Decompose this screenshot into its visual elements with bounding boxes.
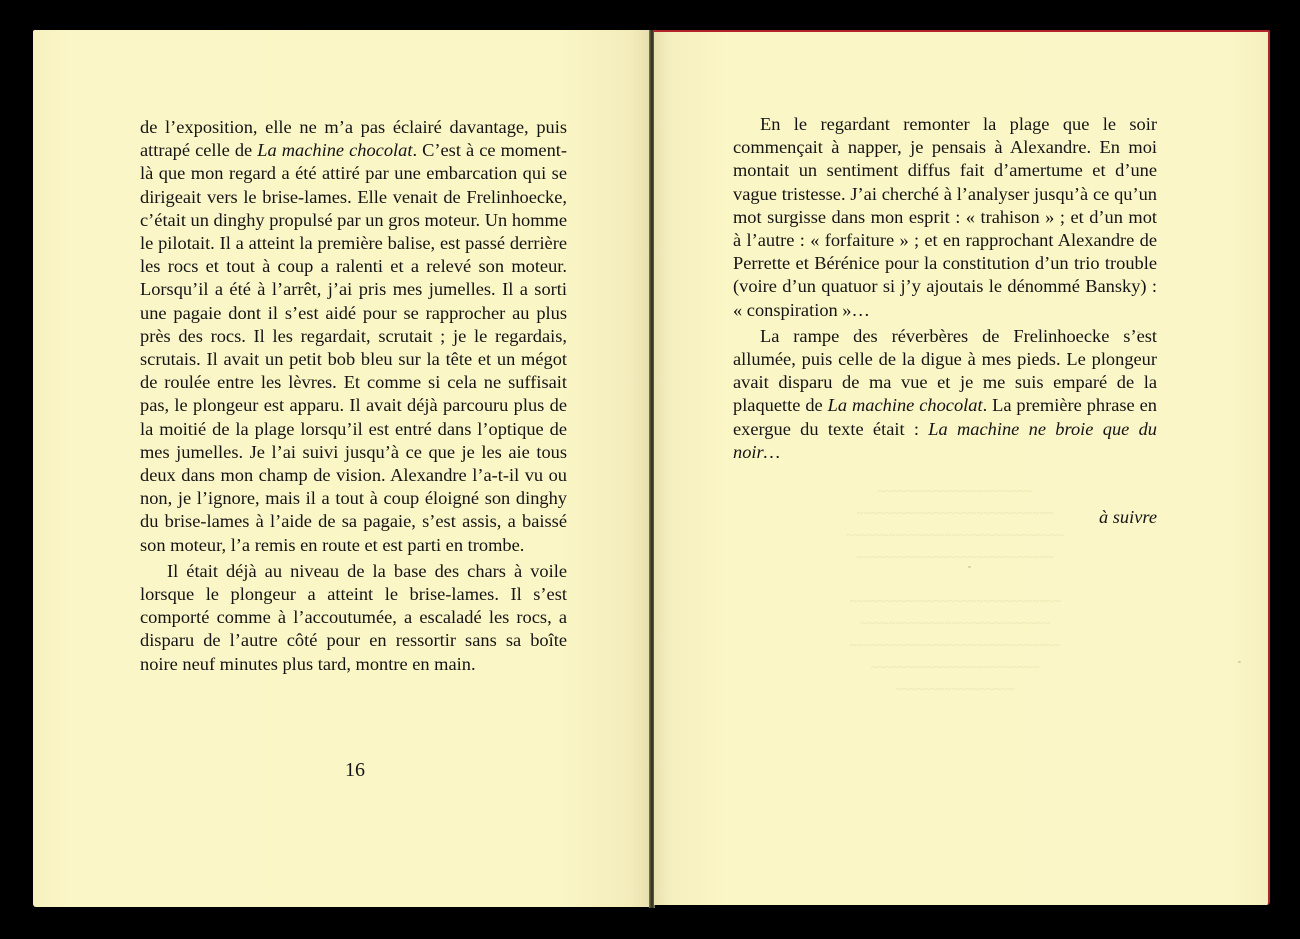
paragraph xyxy=(733,325,1157,464)
text-segment: . La première phrase en exergue du texte était : xyxy=(733,395,1157,439)
text-segment: Il était déjà au niveau de la base des chars à voile lorsque le plongeur a atteint le brise-lames. Il s’est comporté comme à l’accoutumée, a escaladé les rocs, a disparu de l’autre côté pour en ressortir sans sa boîte noire neuf minutes plus tard, montre en main. xyxy=(140,560,567,674)
left-page-body-text xyxy=(140,116,567,676)
right-page-body-text xyxy=(733,113,1157,464)
text-segment: La rampe des réverbères de Frelinhoecke s’est allumée, puis celle de la digue à mes pieds. Le plongeur avait disparu de ma vue et je me suis emparé de la plaquette de xyxy=(733,325,1157,416)
paper-speck xyxy=(1238,661,1241,663)
italic-text: La machine chocolat xyxy=(257,140,413,161)
italic-text: La machine chocolat xyxy=(827,395,983,416)
to-be-continued-label: à suivre xyxy=(1098,507,1157,527)
paragraph xyxy=(140,116,567,557)
text-segment: En le regardant remonter la plage que le soir commençait à napper, je pensais à Alexandre. En moi montait un sentiment diffus fait d’amertume et d’une vague tristesse. J’ai cherché à l’analyser jusqu’à ce qu’un mot surgisse dans mon esprit : « trahison » ; et d’un mot à l’autre : « forfaiture » ; et en rapprochant Alexandre de Perrette et Bérénice pour la constitution d’un trio trouble (voire d’un quatuor si j’y ajoutais le dénommé Bansky) : « conspiration »… xyxy=(733,114,1157,320)
paragraph xyxy=(140,560,567,676)
show-through-text: ~~~~~~~~~~~~~~~~~~~~~~~~~~~~~~ ~~~~~~~~~~~~~~~~~~~~~~~~~~~ ~~~~~~~~~~~~~~~~~~~~~~~~~~~~~~ ~~~~~~~~~~~~~~~~~~~~~~~~ ~~~~~~~~~~~~~~~~~ xyxy=(849,593,1061,696)
page-number: 16 xyxy=(345,759,365,781)
italic-text: La machine ne broie que du noir… xyxy=(733,418,1157,462)
paragraph xyxy=(733,113,1157,322)
text-segment: . C’est à ce moment-là que mon regard a été attiré par une embarcation qui se dirigeait vers le brise-lames. Elle venait de Frelinhoecke, c’était un dinghy propulsé par un gros moteur. Un homme le pilotait. Il a atteint la première balise, est passé derrière les rocs et tout à coup a ralenti et a relevé son moteur. Lorsqu’il a été à l’arrêt, j’ai pris mes jumelles. Il a sorti une pagaie dont il s’est aidé pour se rapprocher au plus près des rocs. Il les regardait, scrutait ; je le regardais, scrutais. Il avait un petit bob bleu sur la tête et un mégot de roulée entre les lèvres. Et comme si cela ne suffisait pas, le plongeur est apparu. Il avait déjà parcouru plus de la moitié de la plage lorsqu’il est entré dans l’optique de mes jumelles. Je l’ai suivi jusqu’à ce que je les aie tous deux dans mon champ de vision. Alexandre l’a-t-il vu ou non, je l’ignore, mais il a tout à coup éloigné son dinghy du brise-lames à l’aide de sa pagaie, s’est assis, a baissé son moteur, l’a remis en route et est parti en trombe. xyxy=(140,140,567,555)
show-through-text: ~~~~~~~~~~~~~~~~~~~~~~ ~~~~~~~~~~~~~~~~~~~~~~~~~~~~ ~~~~~~~~~~~~~~~~~~~~~~~~~~~~~~~ ~~~~~~~~~~~~~~~~~~~~~~~~~~~~ xyxy=(845,483,1065,564)
text-segment: de l’exposition, elle ne m’a pas éclairé davantage, puis attrapé celle de xyxy=(140,117,567,161)
paper-speck xyxy=(968,566,971,568)
